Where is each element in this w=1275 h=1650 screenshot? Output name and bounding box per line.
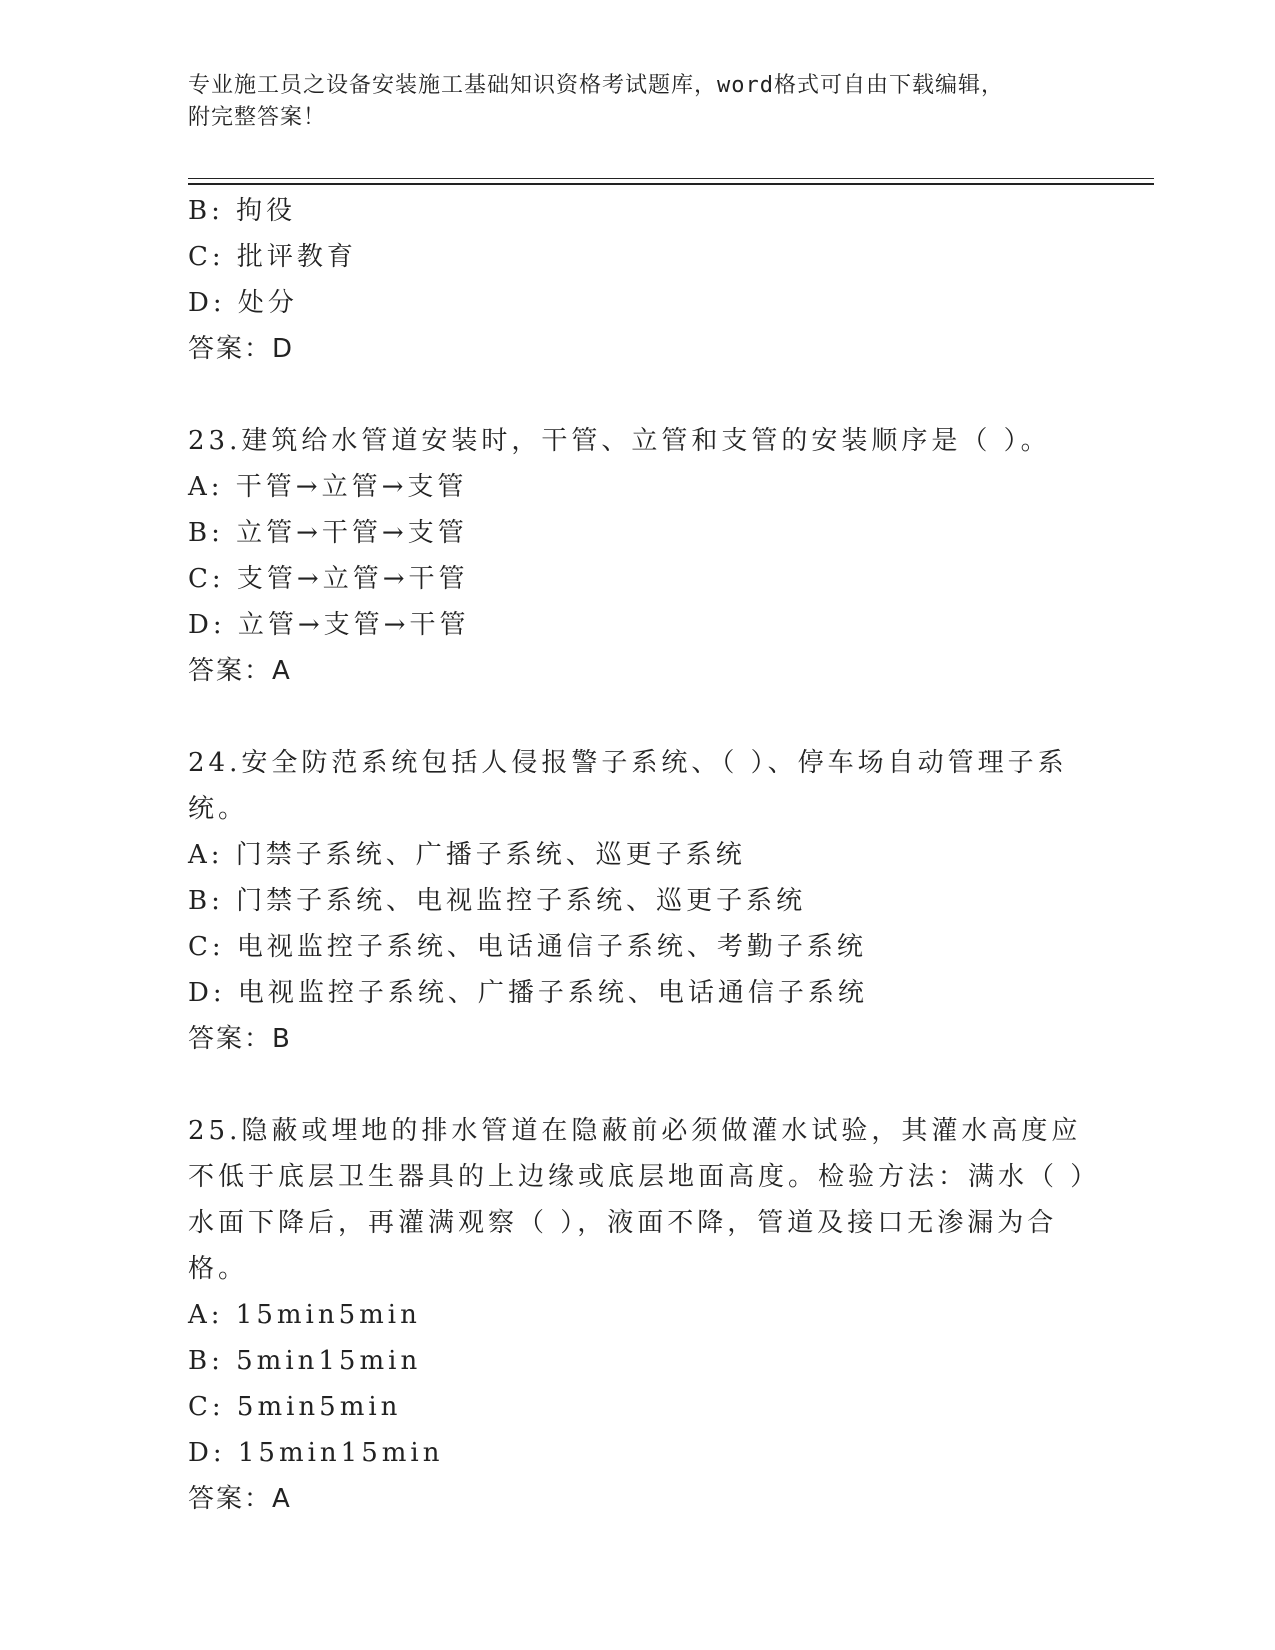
option-b: B: 立管→干管→支管 [188, 518, 468, 548]
question-24 [188, 740, 1088, 1062]
document-header [188, 70, 1088, 134]
answer: 答案：A [188, 656, 292, 686]
option-d: D: 处分 [188, 288, 298, 318]
question-22-continued [188, 188, 1088, 372]
option-d: D: 15min15min [188, 1438, 444, 1468]
option-a: A: 干管→立管→支管 [188, 472, 468, 502]
answer: 答案：B [188, 1024, 292, 1054]
option-b: B: 拘役 [188, 196, 297, 226]
question-text: 23.建筑给水管道安装时，干管、立管和支管的安装顺序是（ ）。 [188, 426, 1051, 456]
option-d: D: 电视监控子系统、广播子系统、电话通信子系统 [188, 978, 868, 1008]
option-d: D: 立管→支管→干管 [188, 610, 470, 640]
header-line-2: 附完整答案！ [188, 105, 327, 130]
spacer [188, 694, 1088, 740]
option-b: B: 门禁子系统、电视监控子系统、巡更子系统 [188, 886, 807, 916]
question-list [188, 188, 1088, 1522]
header-rule-thick [188, 183, 1154, 185]
spacer [188, 1062, 1088, 1108]
option-a: A: 门禁子系统、广播子系统、巡更子系统 [188, 840, 746, 870]
spacer [188, 372, 1088, 418]
option-c: C: 批评教育 [188, 242, 357, 272]
header-line-1: 专业施工员之设备安装施工基础知识资格考试题库，word格式可自由下载编辑， [188, 73, 1004, 98]
question-23 [188, 418, 1088, 694]
question-text: 24.安全防范系统包括人侵报警子系统、（ ）、停车场自动管理子系统。 [188, 748, 1068, 824]
option-c: C: 电视监控子系统、电话通信子系统、考勤子系统 [188, 932, 867, 962]
question-25 [188, 1108, 1088, 1522]
answer: 答案：D [188, 334, 295, 364]
option-a: A: 15min5min [188, 1300, 421, 1330]
header-rule-thin [188, 178, 1154, 179]
option-c: C: 支管→立管→干管 [188, 564, 469, 594]
option-c: C: 5min5min [188, 1392, 402, 1422]
answer: 答案：A [188, 1484, 292, 1514]
option-b: B: 5min15min [188, 1346, 422, 1376]
question-text: 25.隐蔽或埋地的排水管道在隐蔽前必须做灌水试验，其灌水高度应不低于底层卫生器具的上边缘或底层地面高度。检验方法：满水（ ）水面下降后，再灌满观察（ ），液面不降，管道及接口无渗漏为合格。 [188, 1116, 1088, 1284]
